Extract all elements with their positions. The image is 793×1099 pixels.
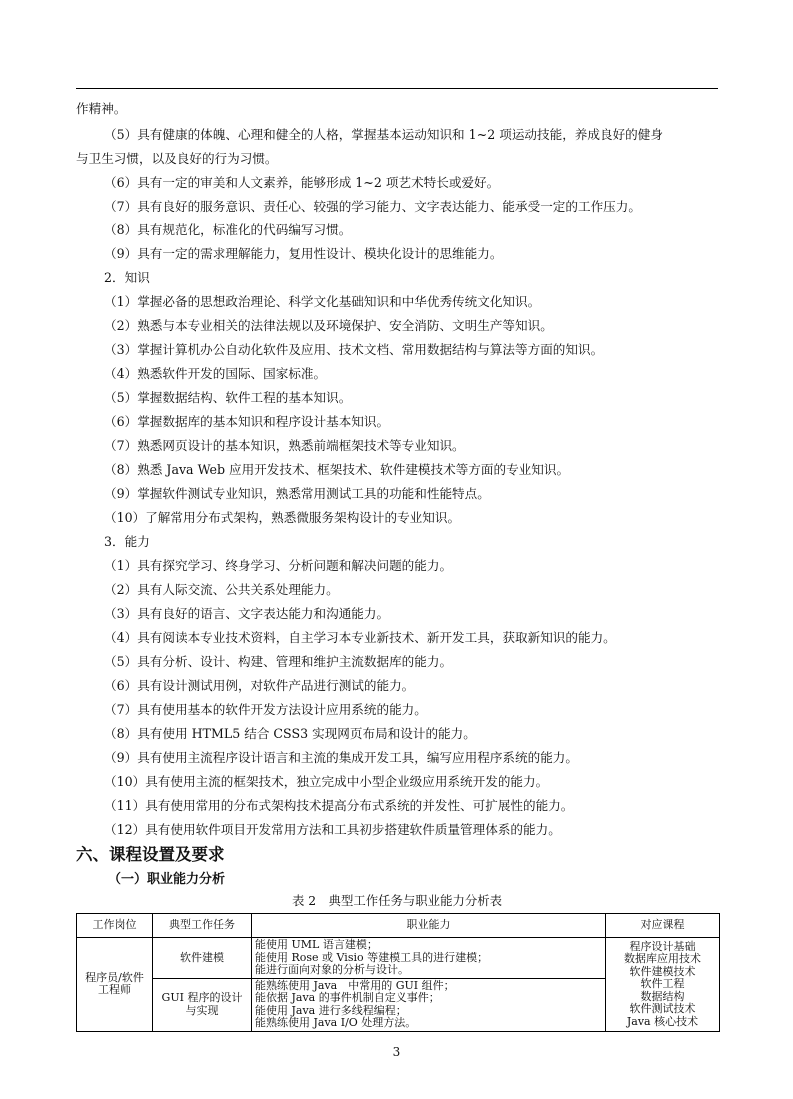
knowledge-item: （1）掌握必备的思想政治理论、科学文化基础知识和中华优秀传统文化知识。 [104, 294, 541, 309]
ability-line: 能使用 UML 语言建模； [255, 938, 378, 951]
quality-item: （9）具有一定的需求理解能力，复用性设计、模块化设计的思维能力。 [104, 246, 503, 261]
table-header-cell: 典型工作任务 [153, 914, 252, 938]
knowledge-item: （5）掌握数据结构、软件工程的基本知识。 [104, 390, 352, 405]
ability-item: （5）具有分析、设计、构建、管理和维护主流数据库的能力。 [104, 654, 453, 669]
knowledge-heading: 2．知识 [104, 270, 150, 285]
course-line: 数据结构 [640, 989, 685, 1003]
paragraph-continuation: 作精神。 [76, 101, 127, 116]
course-line: 数据库应用技术 [624, 952, 701, 965]
ability-item: （4）具有阅读本专业技术资料，自主学习本专业新技术、新开发工具，获取新知识的能力。 [104, 630, 616, 645]
table-caption: 表 2 典型工作任务与职业能力分析表 [291, 893, 503, 908]
knowledge-item: （10）了解常用分布式架构，熟悉微服务架构设计的专业知识。 [104, 510, 461, 525]
table-header-cell: 工作岗位 [77, 914, 153, 938]
task-cell [153, 938, 252, 979]
table-row [77, 938, 720, 979]
ability-line: 能使用 Java 进行多线程编程； [255, 1003, 407, 1017]
ability-item: （11）具有使用常用的分布式架构技术提高分布式系统的并发性、可扩展性的能力。 [104, 798, 574, 813]
knowledge-item: （3）掌握计算机办公自动化软件及应用、技术文档、常用数据结构与算法等方面的知识。 [104, 342, 604, 357]
ability-line: 能使用 Rose 或 Visio 等建模工具的进行建模； [255, 950, 489, 964]
ability-item: （1）具有探究学习、终身学习、分析问题和解决问题的能力。 [104, 558, 453, 573]
quality-item: （8）具有规范化，标准化的代码编写习惯。 [104, 222, 352, 237]
task-line: 与实现 [185, 1003, 219, 1017]
page-number: 3 [392, 1045, 401, 1059]
knowledge-item: （2）熟悉与本专业相关的法律法规以及环境保护、安全消防、文明生产等知识。 [104, 318, 553, 333]
quality-item: （5）具有健康的体魄、心理和健全的人格，掌握基本运动知识和 1~2 项运动技能，养成良好的健身 [104, 127, 663, 142]
ability-heading: 3．能力 [104, 534, 150, 549]
subsection-title: （一）职业能力分析 [108, 872, 226, 887]
course-line: 软件测试技术 [629, 1002, 696, 1015]
ability-line: 能进行面向对象的分析与设计。 [255, 963, 409, 976]
ability-item: （8）具有使用 HTML5 结合 CSS3 实现网页布局和设计的能力。 [104, 726, 476, 741]
table-header-row [77, 914, 720, 938]
quality-item: （7）具有良好的服务意识、责任心、较强的学习能力、文字表达能力、能承受一定的工作压力。 [104, 199, 641, 214]
section-title: 六、课程设置及要求 [76, 845, 225, 864]
ability-item: （10）具有使用主流的框架技术，独立完成中小型企业级应用系统开发的能力。 [104, 774, 549, 789]
course-line: 软件工程 [640, 977, 685, 990]
ability-analysis-table [76, 913, 720, 1032]
task-line: GUI 程序的设计 [161, 991, 243, 1004]
ability-line: 能熟练使用 Java 中常用的 GUI 组件； [255, 978, 455, 992]
abilities-cell [252, 938, 606, 979]
table-header-cell: 职业能力 [252, 914, 606, 938]
course-line: 程序设计基础 [629, 939, 696, 953]
position-line: 工程师 [98, 983, 131, 997]
knowledge-item: （9）掌握软件测试专业知识，熟悉常用测试工具的功能和性能特点。 [104, 486, 490, 501]
table-header-cell: 对应课程 [606, 914, 720, 938]
knowledge-item: （6）掌握数据库的基本知识和程序设计基本知识。 [104, 414, 390, 429]
quality-item-continuation: 与卫生习惯，以及良好的行为习惯。 [76, 151, 278, 166]
ability-line: 能依据 Java 的事件机制自定义事件； [255, 991, 440, 1004]
course-line: Java 核心技术 [626, 1014, 699, 1028]
courses-cell [606, 938, 720, 1032]
ability-item: （6）具有设计测试用例，对软件产品进行测试的能力。 [104, 678, 415, 693]
header-rule [76, 88, 718, 89]
position-line: 程序员/软件 [85, 970, 144, 984]
ability-item: （2）具有人际交流、公共关系处理能力。 [104, 582, 339, 597]
quality-item: （6）具有一定的审美和人文素养，能够形成 1~2 项艺术特长或爱好。 [104, 175, 500, 190]
knowledge-item: （7）熟悉网页设计的基本知识，熟悉前端框架技术等专业知识。 [104, 438, 465, 453]
ability-item: （12）具有使用软件项目开发常用方法和工具初步搭建软件质量管理体系的能力。 [104, 822, 561, 837]
ability-item: （9）具有使用主流程序设计语言和主流的集成开发工具，编写应用程序系统的能力。 [104, 750, 578, 765]
knowledge-item: （4）熟悉软件开发的国际、国家标准。 [104, 366, 327, 381]
task-cell [153, 978, 252, 1031]
ability-item: （3）具有良好的语言、文字表达能力和沟通能力。 [104, 606, 390, 621]
ability-line: 能熟练使用 Java I/O 处理方法。 [255, 1016, 417, 1029]
knowledge-item: （8）熟悉 Java Web 应用开发技术、框架技术、软件建模技术等方面的专业知识。 [104, 462, 570, 477]
position-cell [77, 938, 153, 1032]
course-line: 软件建模技术 [629, 964, 696, 978]
task-line: 软件建模 [180, 950, 224, 964]
ability-item: （7）具有使用基本的软件开发方法设计应用系统的能力。 [104, 702, 427, 717]
abilities-cell [252, 978, 606, 1031]
